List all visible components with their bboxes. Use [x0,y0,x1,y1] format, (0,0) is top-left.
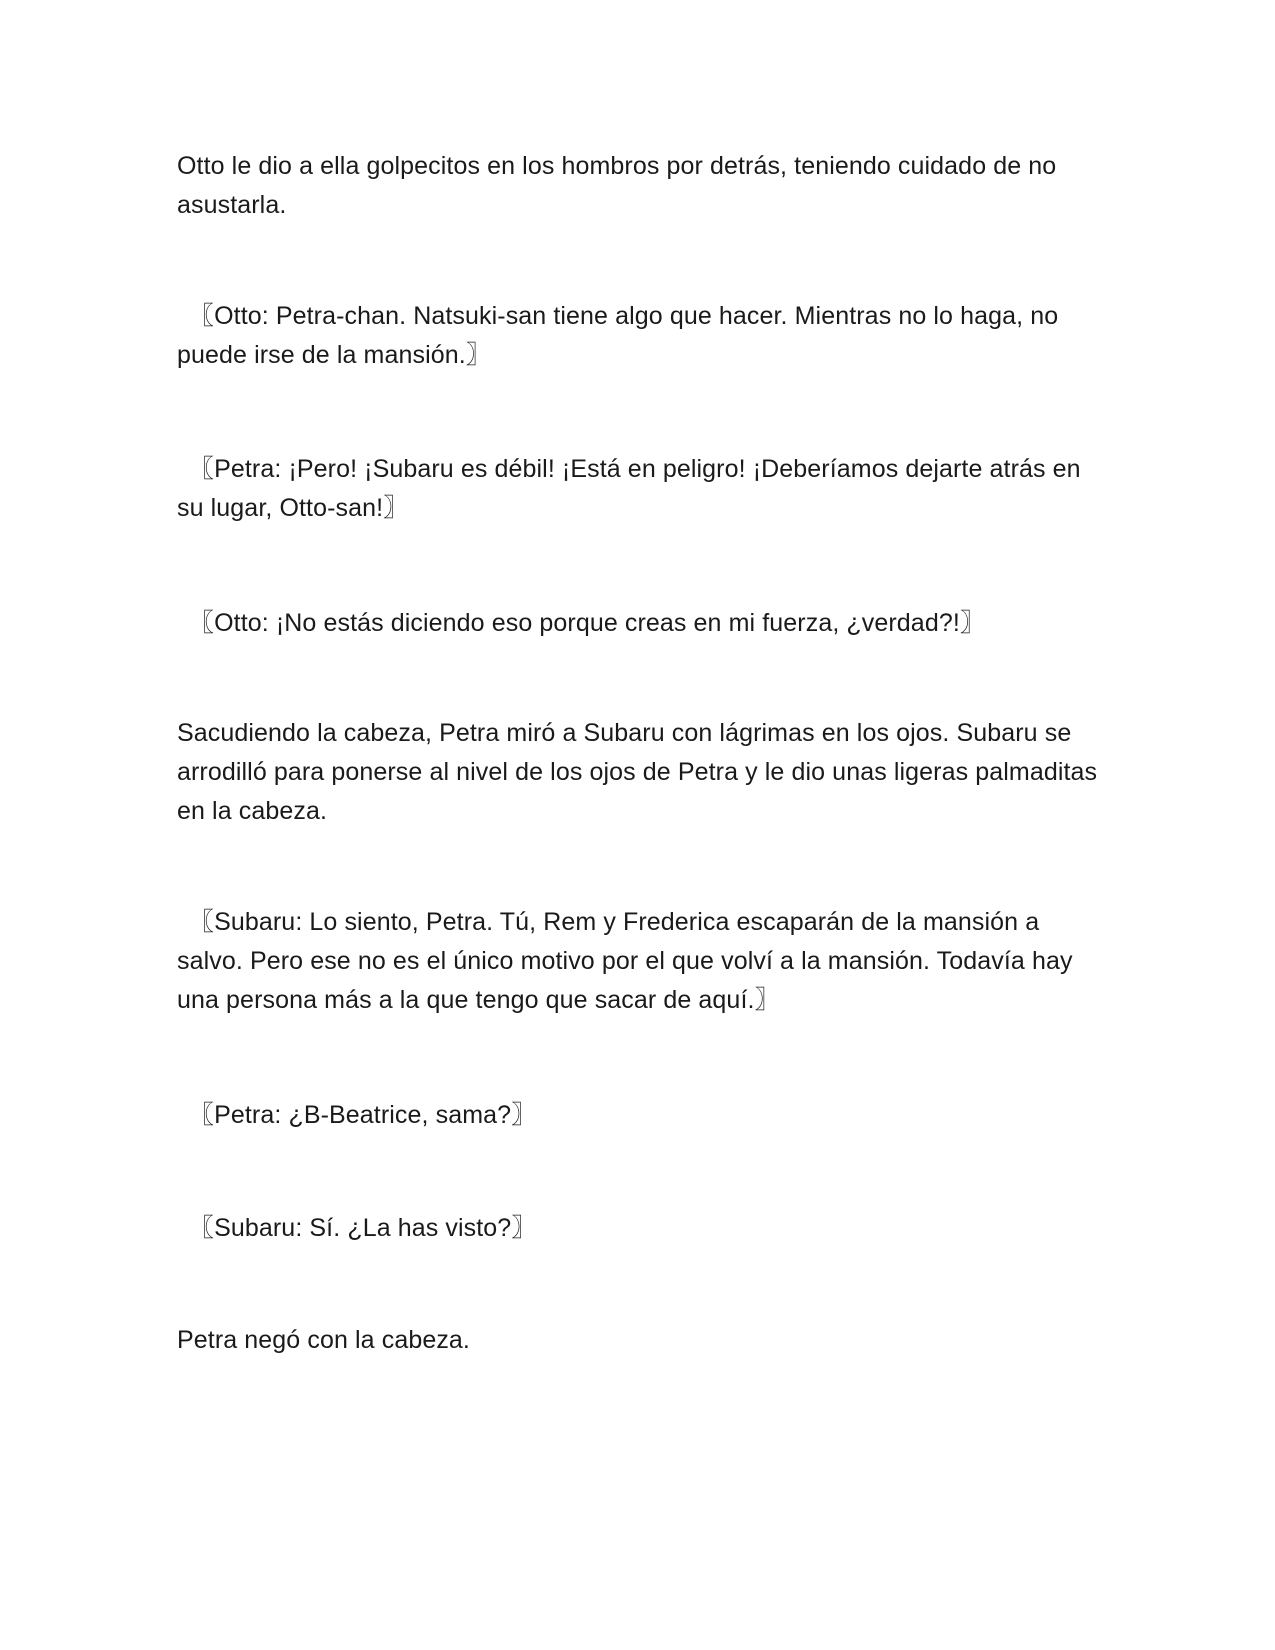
dialogue-petra: 〖Petra: ¡Pero! ¡Subaru es débil! ¡Está en peligro! ¡Deberíamos dejarte atrás en su lugar, Otto-san!〗 [177,455,1081,522]
dialogue-otto: 〖Otto: ¡No estás diciendo eso porque creas en mi fuerza, ¿verdad?!〗 [189,609,985,637]
dialogue-petra: 〖Petra: ¿B-Beatrice, sama?〗 [189,1101,537,1129]
narration-paragraph: Otto le dio a ella golpecitos en los hombros por detrás, teniendo cuidado de no asustarla. [177,152,1057,219]
dialogue-otto: 〖Otto: Petra-chan. Natsuki-san tiene algo que hacer. Mientras no lo haga, no puede irse de la mansión.〗 [177,302,1059,369]
dialogue-subaru: 〖Subaru: Lo siento, Petra. Tú, Rem y Frederica escaparán de la mansión a salvo. Pero ese no es el único motivo por el que volví a la mansión. Todavía hay una persona más a la que tengo que sacar de aquí.〗 [177,908,1073,1014]
narration-paragraph: Sacudiendo la cabeza, Petra miró a Subaru con lágrimas en los ojos. Subaru se arrodilló para ponerse al nivel de los ojos de Petra y le dio unas ligeras palmaditas en la cabeza. [177,719,1098,825]
dialogue-subaru: 〖Subaru: Sí. ¿La has visto?〗 [189,1214,537,1242]
narration-paragraph: Petra negó con la cabeza. [177,1326,470,1354]
